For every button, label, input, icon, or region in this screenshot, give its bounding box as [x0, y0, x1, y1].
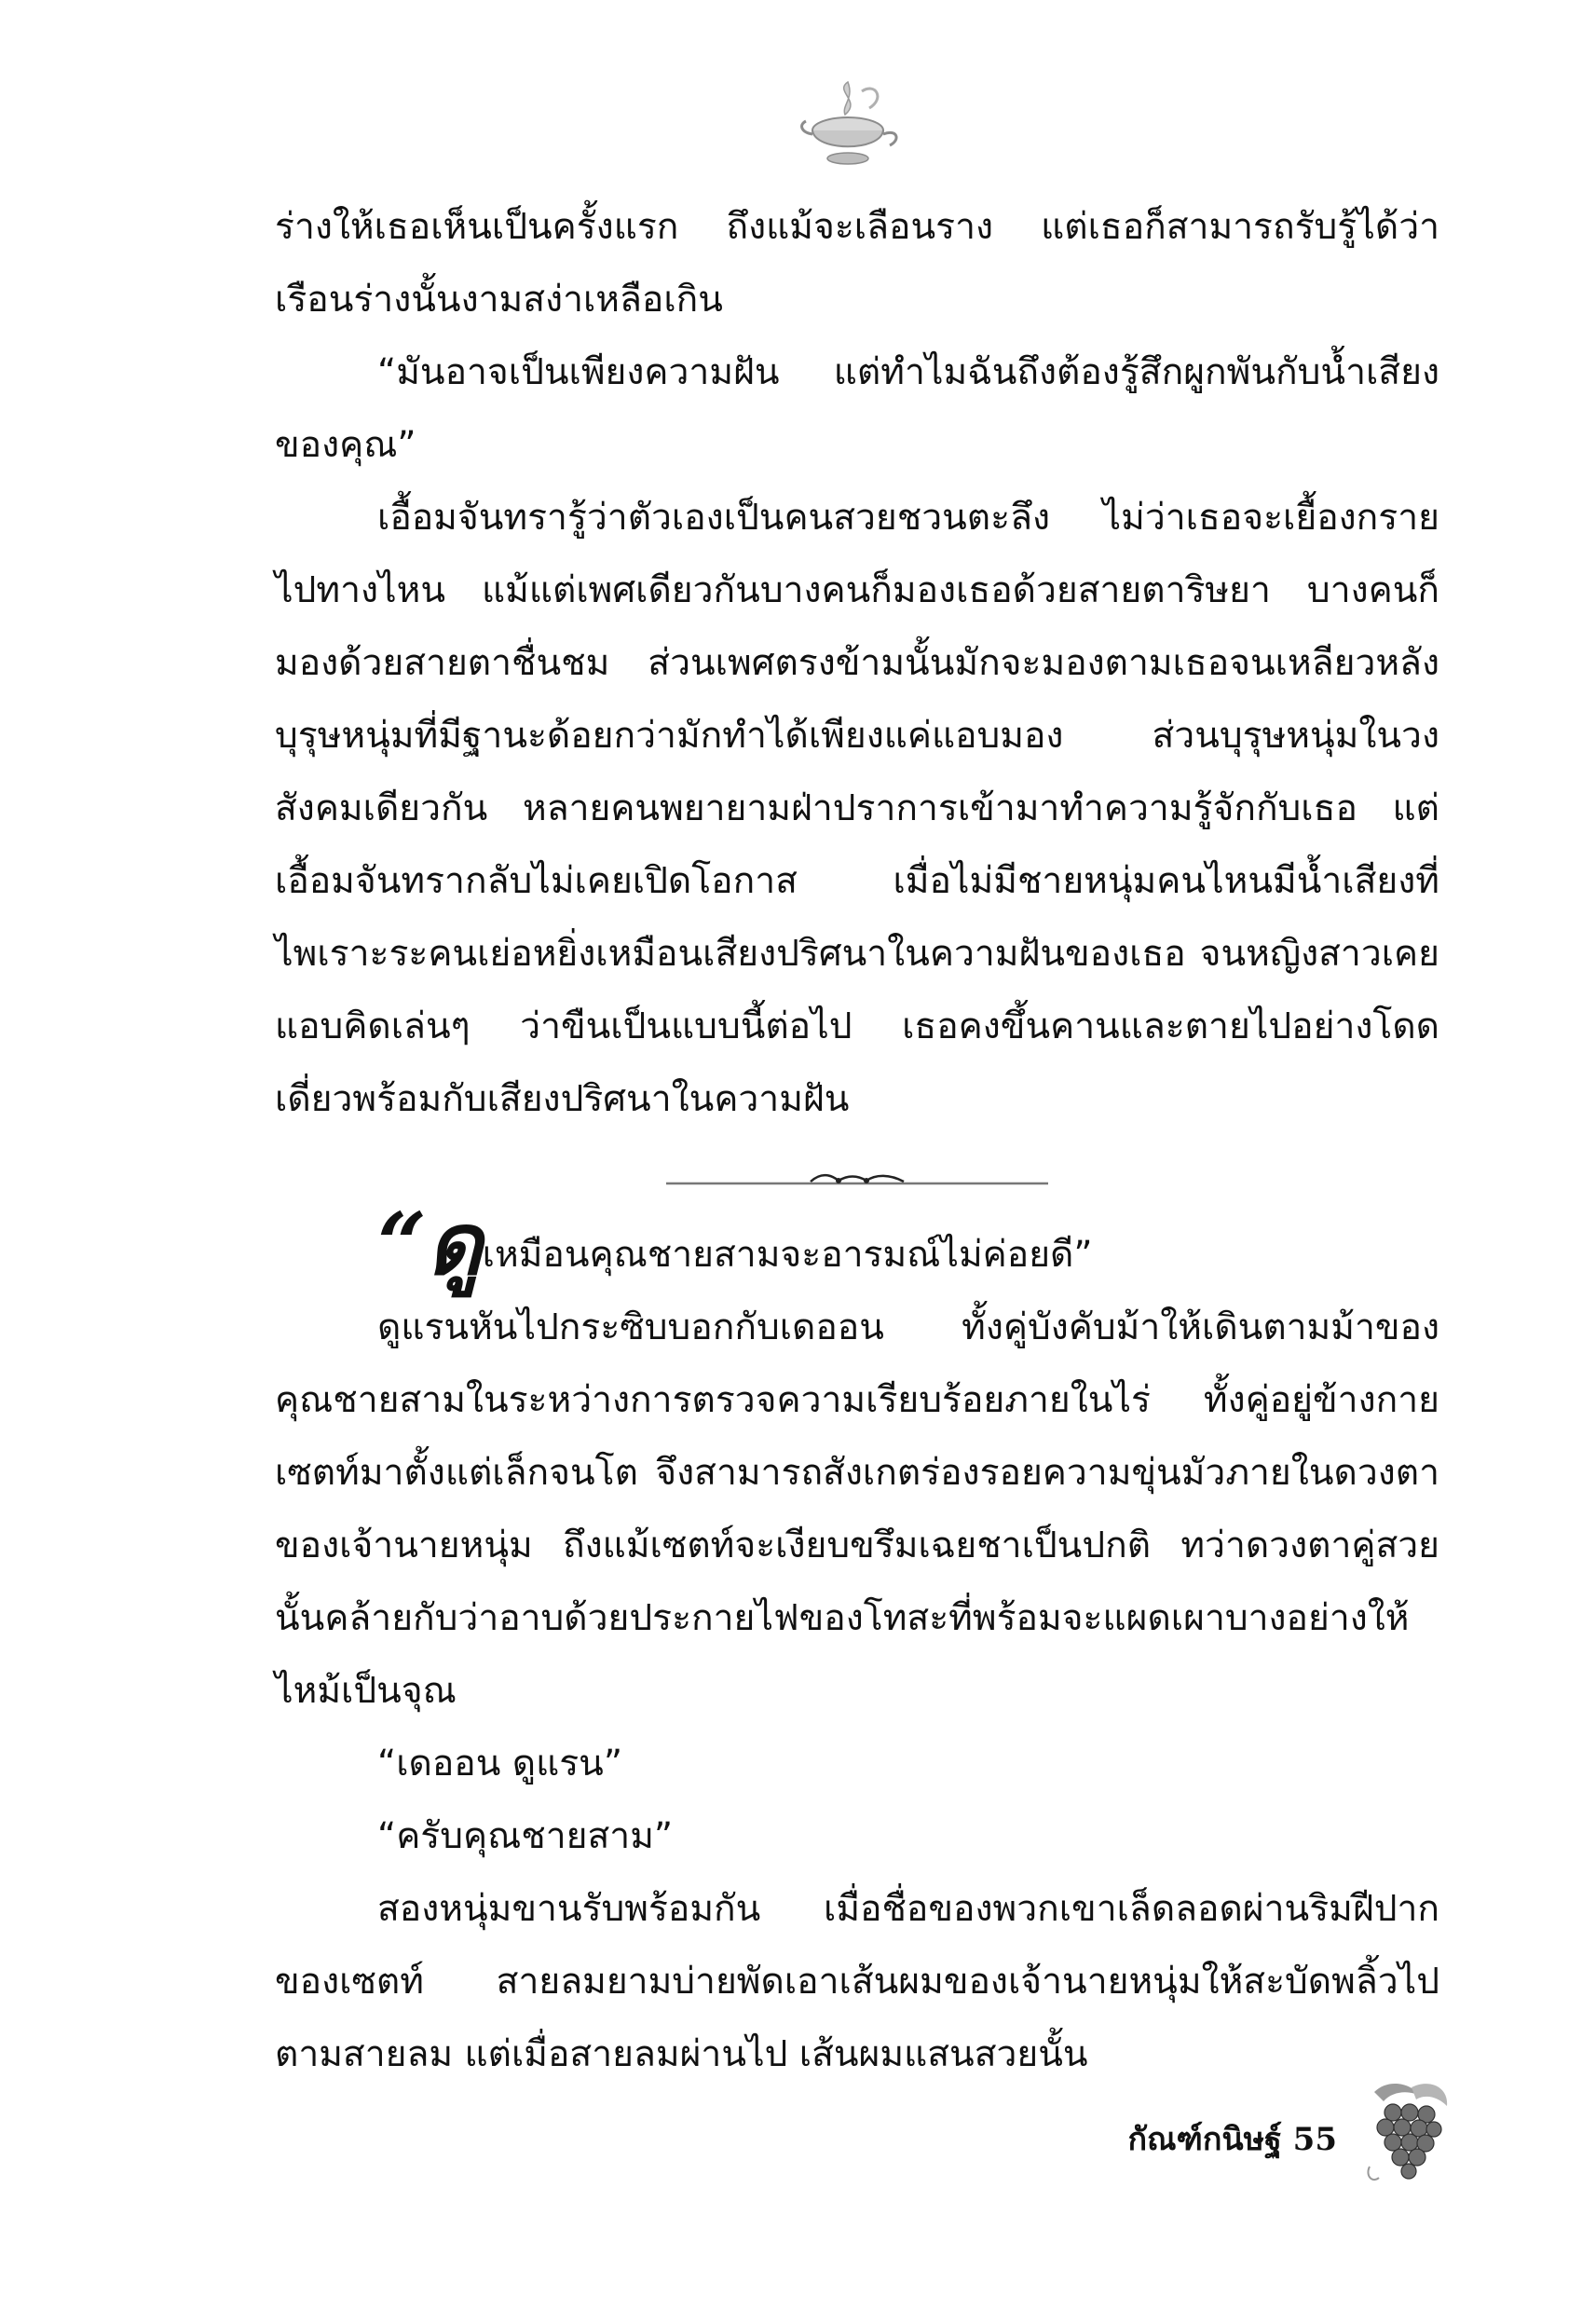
- first-line-rest: เหมือนคุณชายสามจะอารมณ์ไม่ค่อยดี”: [482, 1234, 1093, 1276]
- section-2: [275, 1194, 1439, 2091]
- drop-quote: “: [377, 1194, 427, 1294]
- lamp-icon: [797, 73, 904, 180]
- paragraph-5: “เดออน ดูแรน”: [377, 1743, 623, 1785]
- paragraph-1: ร่างให้เธอเห็นเป็นครั้งแรก ถึงแม้จะเลือนราง แต่เธอก็สามารถรับรู้ได้ว่าเรือนร่างนั้นงามสง่าเหลือเกิน: [275, 206, 1439, 321]
- text-block-top: [275, 191, 1439, 1136]
- paragraph-2: “มันอาจเป็นเพียงความฝัน แต่ทำไมฉันถึงต้องรู้สึกผูกพันกับน้ำเสียงของคุณ”: [275, 351, 1439, 466]
- drop-cap: ดู: [426, 1194, 483, 1294]
- paragraph-4: ดูแรนหันไปกระซิบบอกกับเดออน ทั้งคู่บังคับม้าให้เดินตามม้าของคุณชายสามในระหว่างการตรวจความเรียบร้อยภายในไร่ ทั้งคู่อยู่ข้างกายเซตท์มาตั้งแต่เล็กจนโต จึงสามารถสังเกตร่องรอยความขุ่นมัวภายในดวงตาของเจ้านายหนุ่ม ถึงแม้เซตท์จะเงียบขรึมเฉยชาเป็นปกติ ทว่าดวงตาคู่สวยนั้นคล้ายกับว่าอาบด้วยประกายไฟของโทสะที่พร้อมจะแผดเผาบางอย่างให้ไหม้เป็นจุณ: [275, 1306, 1439, 1712]
- book-title: กัณฑ์กนิษฐ์: [1127, 2121, 1282, 2158]
- page-footer: [1127, 2113, 1337, 2164]
- paragraph-3: เอื้อมจันทรารู้ว่าตัวเองเป็นคนสวยชวนตะลึง ไม่ว่าเธอจะเยื้องกรายไปทางไหน แม้แต่เพศเดียวกันบางคนก็มองเธอด้วยสายตาริษยา บางคนก็มองด้วยสายตาชื่นชม ส่วนเพศตรงข้ามนั้นมักจะมองตามเธอจนเหลียวหลัง บุรุษหนุ่มที่มีฐานะด้อยกว่ามักทำได้เพียงแค่แอบมอง ส่วนบุรุษหนุ่มในวงสังคมเดียวกัน หลายคนพยายามฝ่าปราการเข้ามาทำความรู้จักกับเธอ แต่เอื้อมจันทรากลับไม่เคยเปิดโอกาส เมื่อไม่มีชายหนุ่มคนไหนมีน้ำเสียงที่ไพเราะระคนเย่อหยิ่งเหมือนเสียงปริศนาในความฝันของเธอ จนหญิงสาวเคยแอบคิดเล่นๆ ว่าขืนเป็นแบบนี้ต่อไป เธอคงขึ้นคานและตายไปอย่างโดดเดี่ยวพร้อมกับเสียงปริศนาในความฝัน: [275, 497, 1439, 1120]
- paragraph-6: “ครับคุณชายสาม”: [377, 1815, 674, 1857]
- grapes-icon: [1356, 2073, 1453, 2190]
- vine-divider-icon: [666, 1171, 1048, 1192]
- paragraph-7: สองหนุ่มขานรับพร้อมกัน เมื่อชื่อของพวกเขาเล็ดลอดผ่านริมฝีปากของเซตท์ สายลมยามบ่ายพัดเอาเส้นผมของเจ้านายหนุ่มให้สะบัดพลิ้วไปตามสายลม แต่เมื่อสายลมผ่านไป เส้นผมแสนสวยนั้น: [275, 1888, 1439, 2075]
- page-number: 55: [1292, 2121, 1337, 2158]
